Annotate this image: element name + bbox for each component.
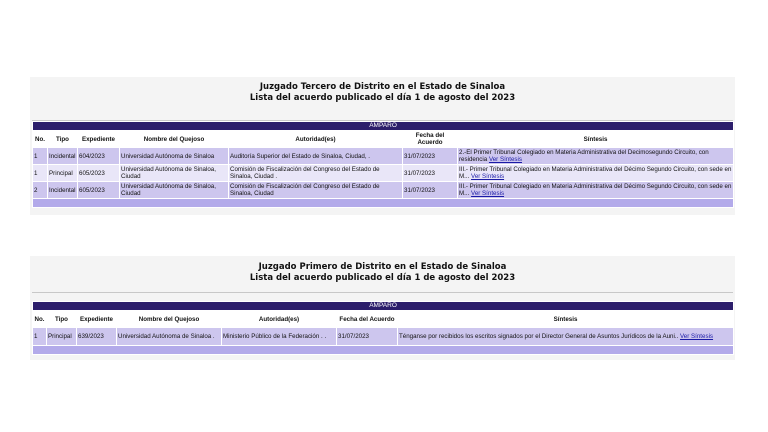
col-no: No. <box>33 131 48 148</box>
cell-tipo: Incidental <box>48 148 78 165</box>
court-title: Juzgado Tercero de Distrito en el Estado de Sinaloa <box>259 82 506 92</box>
ver-sintesis-link[interactable]: Ver Síntesis <box>680 333 714 340</box>
cell-autoridades: Ministerio Público de la Federación . . <box>222 328 337 346</box>
cell-expediente: 605/2023 <box>78 165 120 182</box>
col-expediente: Expediente <box>77 311 117 328</box>
cell-fecha: 31/07/2023 <box>403 148 458 165</box>
amparo-table <box>32 121 734 208</box>
cell-no: 1 <box>33 328 47 346</box>
table-row <box>33 165 734 182</box>
sintesis-text: 2.-El Primer Tribunal Colegiado en Materia Administrativa del Decimosegundo Circuito, con residencia <box>459 149 709 163</box>
amparo-table <box>32 301 734 355</box>
cell-quejoso: Universidad Autónoma de Sinaloa <box>120 148 229 165</box>
cell-expediente: 604/2023 <box>78 148 120 165</box>
cell-quejoso: Universidad Autónoma de Sinaloa, Ciudad <box>120 165 229 182</box>
table-row <box>33 328 734 346</box>
cell-sintesis <box>398 328 734 346</box>
cell-quejoso: Universidad Autónoma de Sinaloa, Ciudad <box>120 182 229 199</box>
court-list-panel-1 <box>30 77 735 215</box>
cell-quejoso: Universidad Autónoma de Sinaloa . <box>117 328 222 346</box>
col-no: No. <box>33 311 47 328</box>
cell-no: 2 <box>33 182 48 199</box>
cell-autoridades: Comisión de Fiscalización del Congreso del Estado de Sinaloa, Ciudad <box>229 182 403 199</box>
cell-expediente: 639/2023 <box>77 328 117 346</box>
panel-header <box>30 256 735 292</box>
table-heading: AMPARO <box>33 122 734 131</box>
table-row <box>33 148 734 165</box>
ver-sintesis-link[interactable]: Ver Síntesis <box>488 156 522 163</box>
publication-subtitle: Lista del acuerdo publicado el día 1 de agosto del 2023 <box>249 93 516 103</box>
table-heading: AMPARO <box>33 302 734 311</box>
sintesis-text: III.- Primer Tribunal Colegiado en Materia Administrativa del Décimo Segundo Circuito, con sede en M... <box>459 166 732 180</box>
panel-header <box>30 77 735 120</box>
col-tipo: Tipo <box>47 311 77 328</box>
col-quejoso: Nombre del Quejoso <box>117 311 222 328</box>
ver-sintesis-link[interactable]: Ver Síntesis <box>471 173 505 180</box>
col-fecha: Fecha del Acuerdo <box>403 131 458 148</box>
cell-fecha: 31/07/2023 <box>337 328 398 346</box>
col-fecha: Fecha del Acuerdo <box>337 311 398 328</box>
col-sintesis: Síntesis <box>458 131 734 148</box>
col-autoridades: Autoridad(es) <box>229 131 403 148</box>
table-footer <box>33 199 734 208</box>
cell-tipo: Principal <box>48 165 78 182</box>
cell-fecha: 31/07/2023 <box>403 182 458 199</box>
ver-sintesis-link[interactable]: Ver Síntesis <box>471 190 505 197</box>
cell-no: 1 <box>33 165 48 182</box>
cell-autoridades: Comisión de Fiscalización del Congreso del Estado de Sinaloa, Ciudad . <box>229 165 403 182</box>
col-autoridades: Autoridad(es) <box>222 311 337 328</box>
col-sintesis: Síntesis <box>398 311 734 328</box>
col-quejoso: Nombre del Quejoso <box>120 131 229 148</box>
court-list-panel-2 <box>30 256 735 360</box>
publication-subtitle: Lista del acuerdo publicado el día 1 de agosto del 2023 <box>249 273 516 283</box>
col-expediente: Expediente <box>78 131 120 148</box>
sintesis-text: III.- Primer Tribunal Colegiado en Materia Administrativa del Décimo Segundo Circuito, con sede en M... <box>459 183 732 197</box>
cell-autoridades: Auditoría Superior del Estado de Sinaloa, Ciudad, . <box>229 148 403 165</box>
cell-expediente: 605/2023 <box>78 182 120 199</box>
cell-no: 1 <box>33 148 48 165</box>
cell-tipo: Principal <box>47 328 77 346</box>
table-footer <box>33 346 734 355</box>
cell-tipo: Incidental <box>48 182 78 199</box>
court-title: Juzgado Primero de Distrito en el Estado de Sinaloa <box>258 262 507 272</box>
cell-sintesis <box>458 182 734 199</box>
cell-fecha: 31/07/2023 <box>403 165 458 182</box>
sintesis-text: Ténganse por recibidos los escritos signados por el Director General de Asuntos Jurídicos de la Auni.. <box>399 333 679 340</box>
cell-sintesis <box>458 165 734 182</box>
cell-sintesis <box>458 148 734 165</box>
table-row <box>33 182 734 199</box>
col-tipo: Tipo <box>48 131 78 148</box>
